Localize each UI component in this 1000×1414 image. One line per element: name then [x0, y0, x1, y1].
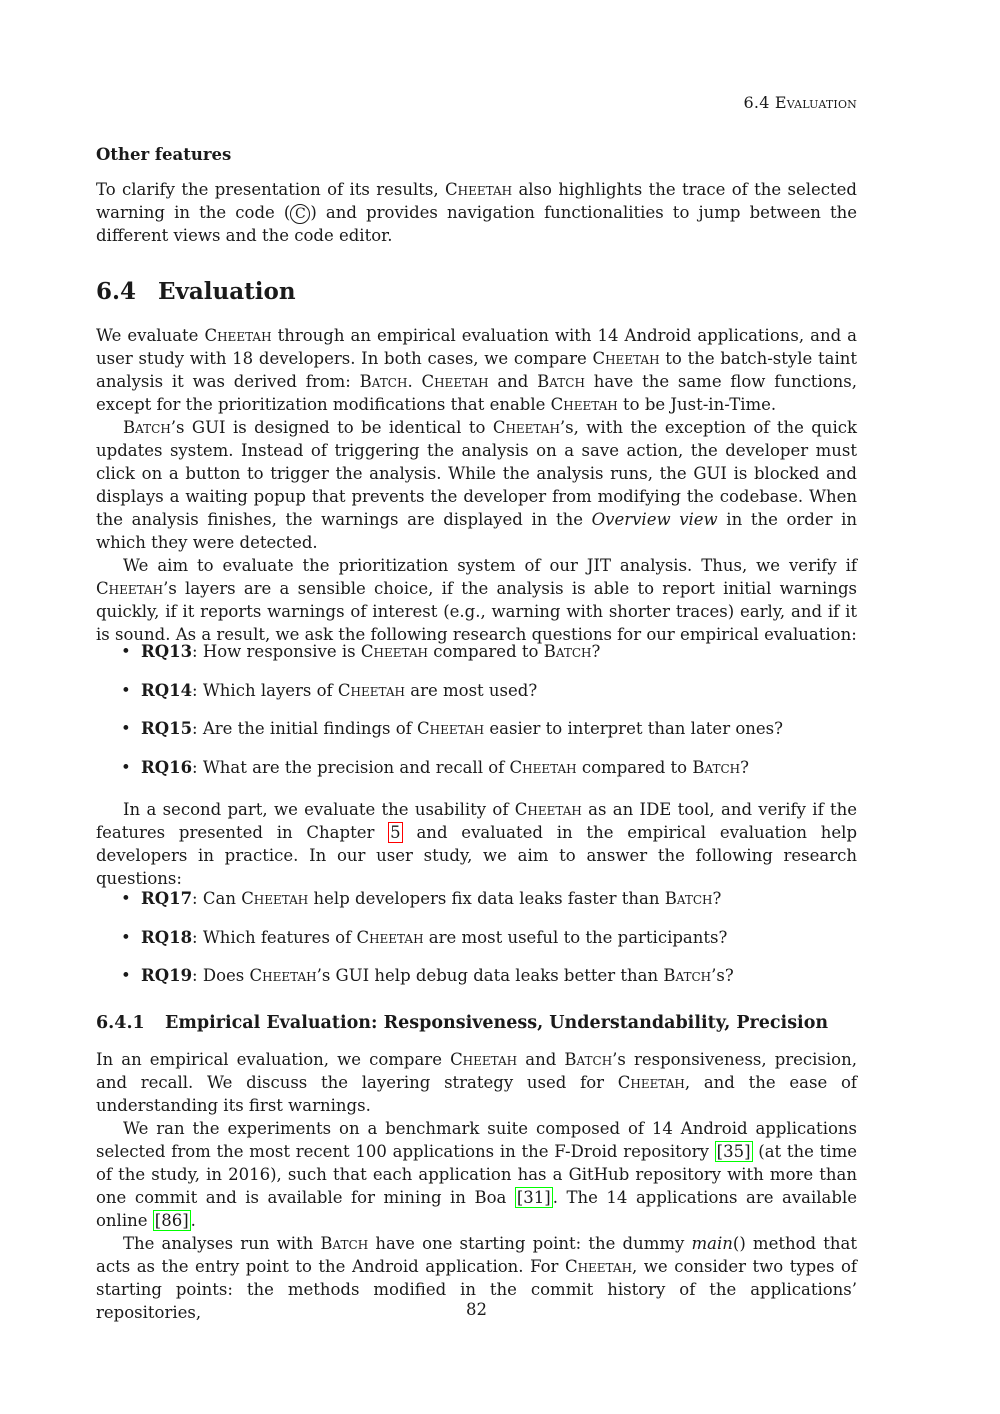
list-item: • RQ14: Which layers of Cheetah are most used?	[121, 680, 538, 700]
rq-list-user-study	[96, 887, 857, 1003]
intro-paragraph-3: We aim to evaluate the prioritization system of our JIT analysis. Thus, we verify if Cheetah’s layers are a sensible choice, if the analysis is able to report initial warnings quickly, if it reports warnings of interest (e.g., warning with shorter traces) early, and if it is sound. As a result, we ask the following research questions for our empirical evaluation:	[96, 556, 857, 644]
evaluation-intro	[96, 324, 857, 646]
page-number: 82	[466, 1300, 487, 1319]
list-item: • RQ15: Are the initial findings of Cheetah easier to interpret than later ones?	[121, 719, 783, 738]
other-features-paragraph: To clarify the presentation of its results, Cheetah also highlights the trace of the selected warning in the code ( C ) and provides navigation functionalities to jump between the different views and the code editor.	[96, 180, 857, 245]
paragraph-heading: Other features	[96, 145, 232, 164]
list-item: • RQ16: What are the precision and recall of Cheetah compared to Batch?	[121, 757, 750, 777]
rq-list-empirical	[96, 640, 857, 794]
intro-paragraph-2: Batch’s GUI is designed to be identical to Cheetah’s, with the exception of the quick updates system. Instead of triggering the analysis on a save action, the developer must click on a button to trigger the analysis. While the analysis runs, the GUI is blocked and displays a waiting popup that prevents the developer from modifying the codebase. When the analysis finishes, the warnings are displayed in the Overview view in the order in which they were detected.	[96, 418, 858, 552]
intro-paragraph-1: We evaluate Cheetah through an empirical evaluation with 14 Android applications, and a user study with 18 developers. In both cases, we compare Cheetah to the batch-style taint analysis it was derived from: Batch. Cheetah and Batch have the same flow functions, except for the prioritization modifications that enable Cheetah to be Just-in-Time.	[96, 326, 857, 414]
list-item: • RQ13: How responsive is Cheetah compared to Batch?	[121, 642, 601, 661]
empirical-paragraph-1: In an empirical evaluation, we compare Cheetah and Batch’s responsiveness, precision, and recall. We discuss the layering strategy used for Cheetah, and the ease of understanding its first warnings.	[96, 1050, 857, 1115]
second-part-paragraph: In a second part, we evaluate the usability of Cheetah as an IDE tool, and verify if the features presented in Chapter 5 and evaluated in the empirical evaluation help developers in practice. In our user study, we aim to answer the following research questions:	[96, 800, 858, 888]
citation-link[interactable]: [35]	[716, 1142, 751, 1161]
citation-link[interactable]: [31]	[516, 1188, 551, 1207]
list-item: • RQ19: Does Cheetah’s GUI help debug data leaks better than Batch’s?	[121, 966, 734, 985]
empirical-evaluation-text	[96, 1048, 857, 1324]
tool-name: Cheetah	[444, 180, 513, 199]
circled-c-marker: C	[290, 204, 310, 224]
list-item: • RQ18: Which features of Cheetah are most useful to the participants?	[121, 927, 728, 947]
section-heading: 6.4 Evaluation	[96, 278, 296, 305]
citation-link[interactable]: [86]	[154, 1211, 189, 1230]
chapter-link[interactable]: 5	[390, 823, 401, 842]
subsection-heading: 6.4.1 Empirical Evaluation: Responsiveness, Understandability, Precision	[96, 1013, 829, 1033]
empirical-paragraph-2: We ran the experiments on a benchmark suite composed of 14 Android applications selected from the most recent 100 applications in the F-Droid repository [35] (at the time of the study, in 2016), such that each application has a GitHub repository with more than one commit and is available for mining in Boa [31] . The 14 applications are available online [86] .	[96, 1119, 857, 1230]
empirical-paragraph-3: The analyses run with Batch have one starting point: the dummy main() method that acts as the entry point to the Android application. For Cheetah, we consider two types of starting points: the methods modified in the commit history of the applications’ repositories,	[96, 1234, 857, 1322]
running-head: 6.4 Evaluation	[743, 93, 857, 112]
list-item: • RQ17: Can Cheetah help developers fix data leaks faster than Batch?	[121, 889, 722, 908]
